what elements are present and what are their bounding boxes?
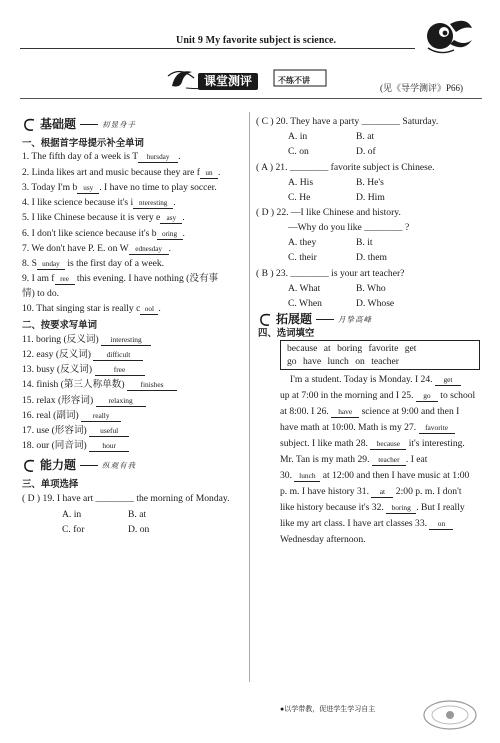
answer-blank: useful xyxy=(89,426,129,437)
answer-blank: usy xyxy=(77,183,99,194)
answer-blank: hour xyxy=(89,441,129,452)
banner-title: 课堂测评 xyxy=(198,73,258,90)
unit-title: Unit 9 My favorite subject is science. xyxy=(176,35,337,46)
part2-item: 17. use (形容词) useful xyxy=(22,425,129,437)
part2-item: 13. busy (反义词) free xyxy=(22,364,145,376)
curl-icon xyxy=(258,313,272,327)
choice-a: A. in xyxy=(62,509,82,520)
answer-blank: teacher xyxy=(372,455,406,466)
badge-dash xyxy=(80,465,98,466)
answer-blank: interesting xyxy=(101,335,151,346)
answer-blank: difficult xyxy=(93,350,143,361)
part1-item-continued: 情) to do. xyxy=(22,288,60,299)
question-21: ( A ) 21. ________ favorite subject is Chinese. xyxy=(256,162,435,173)
section-extend-slogan: 月挚高峰 xyxy=(338,314,373,324)
answer-mark: ( D ) xyxy=(256,207,275,218)
answer-blank: asy xyxy=(160,213,182,224)
part2-item: 16. real (副词) really xyxy=(22,410,121,422)
choice-d: D. on xyxy=(128,524,150,535)
part1-item: 5. I like Chinese because it is very e asy . xyxy=(22,212,185,223)
choice-c: C. When xyxy=(288,298,322,309)
reference-note: (见《导学测评》P66) xyxy=(380,83,463,93)
part1-item: 9. I am f ree this evening. I have nothing (没有事 xyxy=(22,273,219,284)
answer-blank: un xyxy=(200,168,218,179)
cloze-line: like history because it's 32. boring . But I really xyxy=(280,502,465,513)
answer-blank: favorite xyxy=(419,423,455,434)
part1-item: 3. Today I'm b usy . I have no time to play soccer. xyxy=(22,182,217,193)
cloze-line: Mr. Tan is my math 29. teacher . I eat xyxy=(280,454,428,465)
answer-blank: because xyxy=(370,439,406,450)
answer-blank: relaxing xyxy=(96,396,146,407)
answer-mark: ( D ) xyxy=(22,493,41,504)
cloze-line: I'm a student. Today is Monday. I 24. get xyxy=(280,372,486,388)
question-22: ( D ) 22. —I like Chinese and history. xyxy=(256,207,401,218)
choice-b: B. He's xyxy=(356,177,384,188)
section-extend-badge xyxy=(258,312,372,327)
cloze-line: 30. lunch at 12:00 and then I have music at 1:00 xyxy=(280,470,470,481)
part2-item: 14. finish (第三人称单数) finishes xyxy=(22,379,177,391)
column-divider xyxy=(249,112,250,682)
choice-a: A. in xyxy=(288,131,308,142)
word-bank-box xyxy=(280,340,480,370)
curl-icon xyxy=(22,459,36,473)
tree-logo-icon xyxy=(420,14,476,58)
cloze-line: have math at 10:00. Math is my 27. favorite xyxy=(280,420,486,436)
section-ability-badge xyxy=(22,458,136,473)
part1-heading: 一、根据首字母提示补全单词 xyxy=(22,137,144,148)
answer-blank: get xyxy=(435,375,461,386)
answer-blank: have xyxy=(331,407,359,418)
answer-blank: finishes xyxy=(127,380,177,391)
part1-item: 8. S unday is the first day of a week. xyxy=(22,258,165,269)
question-22-line2: —Why do you like ________ ? xyxy=(288,222,410,233)
answer-blank: really xyxy=(81,411,121,422)
part2-item: 15. relax (形容词) relaxing xyxy=(22,395,146,407)
choice-d: D. Him xyxy=(356,192,385,203)
banner-subtitle: 不练不讲 xyxy=(278,76,310,85)
part1-item: 7. We don't have P. E. on W ednesday . xyxy=(22,243,172,254)
answer-blank: ool xyxy=(140,304,158,315)
section-basic-title: 基础题 xyxy=(40,117,77,131)
part2-item: 12. easy (反义词) difficult xyxy=(22,349,143,361)
answer-mark: ( B ) xyxy=(256,268,274,279)
answer-blank: nteresting xyxy=(133,198,173,209)
choice-a: A. they xyxy=(288,237,317,248)
choice-c: C. for xyxy=(62,524,85,535)
part2-item: 11. boring (反义词) interesting xyxy=(22,334,151,346)
footer-slogan: ●以学带教，促进学生学习自主 xyxy=(280,705,376,713)
word-bank-row: because at boring favorite get xyxy=(287,343,417,354)
answer-blank: lunch xyxy=(294,471,320,482)
choice-a: A. What xyxy=(288,283,321,294)
stamp-logo-icon xyxy=(420,697,480,733)
badge-dash xyxy=(316,319,334,320)
part3-heading: 三、单项选择 xyxy=(22,478,79,489)
question-20: ( C ) 20. They have a party ________ Saturday. xyxy=(256,116,439,127)
choice-b: B. at xyxy=(356,131,375,142)
answer-mark: ( C ) xyxy=(256,116,274,127)
part1-item: 10. That singing star is really c ool . xyxy=(22,303,161,314)
curl-icon xyxy=(22,118,36,132)
section-basic-slogan: 初显身手 xyxy=(102,119,137,129)
part1-item: 4. I like science because it's i nteresting . xyxy=(22,197,176,208)
choice-b: B. at xyxy=(128,509,147,520)
part1-item: 1. The fifth day of a week is T hursday . xyxy=(22,151,181,162)
cloze-line: Wednesday afternoon. xyxy=(280,534,366,545)
section-extend-title: 拓展题 xyxy=(276,312,313,326)
choice-c: C. He xyxy=(288,192,311,203)
answer-blank: unday xyxy=(37,259,65,270)
section-basic-badge xyxy=(22,117,136,132)
answer-blank: go xyxy=(416,391,438,402)
cloze-line: subject. I like math 28. because it's interesting. xyxy=(280,438,465,449)
answer-blank: on xyxy=(429,519,453,530)
part1-item: 6. I don't like science because it's b oring . xyxy=(22,228,185,239)
cloze-line: at 8:00. I 26. have science at 9:00 and then I xyxy=(280,406,460,417)
answer-blank: boring xyxy=(386,503,416,514)
answer-blank: oring xyxy=(157,229,183,240)
header-rule xyxy=(20,48,415,49)
answer-blank: at xyxy=(371,487,393,498)
choice-c: C. their xyxy=(288,252,317,263)
part2-item: 18. our (同音词) hour xyxy=(22,440,129,452)
banner-rule xyxy=(20,98,482,99)
badge-dash xyxy=(80,124,98,125)
choice-d: D. Whose xyxy=(356,298,395,309)
choice-b: B. Who xyxy=(356,283,386,294)
part4-heading: 四、选词填空 xyxy=(258,327,315,338)
cloze-paragraph xyxy=(280,372,486,548)
choice-a: A. His xyxy=(288,177,314,188)
choice-c: C. on xyxy=(288,146,309,157)
answer-blank: ednesday xyxy=(129,244,169,255)
cloze-line: like my art class. I have art classes 33. on xyxy=(280,516,486,532)
choice-b: B. it xyxy=(356,237,373,248)
word-bank-row: go have lunch on teacher xyxy=(287,356,399,367)
choice-d: D. them xyxy=(356,252,387,263)
question-19: ( D ) 19. I have art ________ the morning of Monday. xyxy=(22,493,230,504)
answer-blank: ree xyxy=(55,274,75,285)
section-ability-slogan: 纵观有我 xyxy=(102,460,137,470)
question-23: ( B ) 23. ________ is your art teacher? xyxy=(256,268,405,279)
cloze-line: p. m. I have history 31. at 2:00 p. m. I don't xyxy=(280,486,462,497)
part2-heading: 二、按要求写单词 xyxy=(22,319,98,330)
answer-blank: free xyxy=(95,365,145,376)
part1-item: 2. Linda likes art and music because they are f un . xyxy=(22,167,221,178)
cloze-line: up at 7:00 in the morning and I 25. go to school xyxy=(280,390,476,401)
answer-blank: hursday xyxy=(138,152,178,163)
answer-mark: ( A ) xyxy=(256,162,274,173)
choice-d: D. of xyxy=(356,146,376,157)
section-ability-title: 能力题 xyxy=(40,458,77,472)
